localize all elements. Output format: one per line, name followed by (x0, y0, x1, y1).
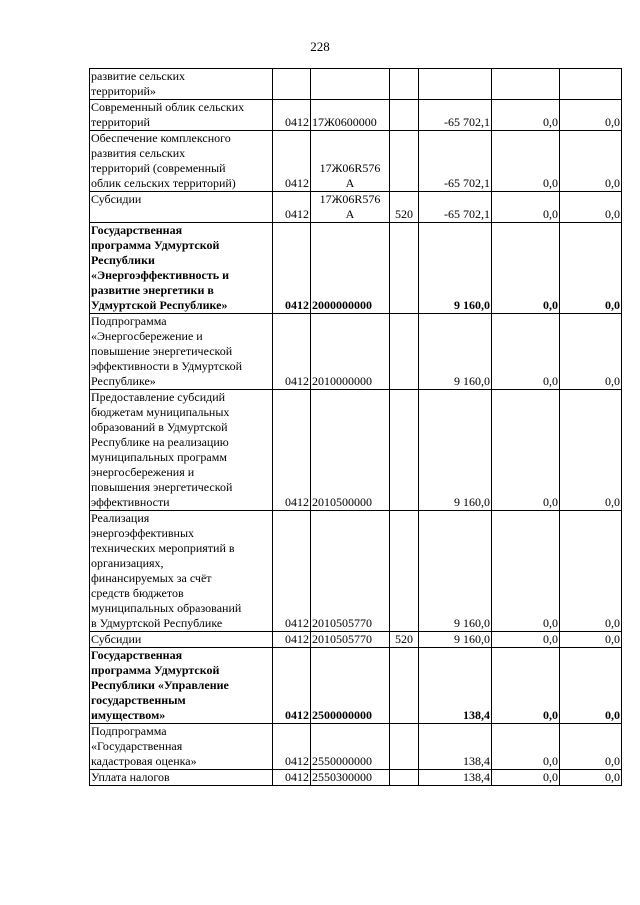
amount-cell-2 (492, 69, 560, 100)
amount-cell-1: 9 160,0 (419, 314, 492, 390)
section-cell: 0412 (273, 648, 311, 724)
amount-cell-2: 0,0 (492, 100, 560, 131)
target-cell: 2000000000 (311, 223, 390, 314)
amount-cell-2: 0,0 (492, 223, 560, 314)
section-cell: 0412 (273, 390, 311, 511)
amount-cell-2: 0,0 (492, 648, 560, 724)
amount-cell-1: 9 160,0 (419, 632, 492, 648)
item-name-cell: Обеспечение комплексного развития сельских территорий (современный облик сельских территорий) (90, 131, 273, 192)
item-name-cell: развитие сельских территорий» (90, 69, 273, 100)
budget-table (89, 68, 622, 786)
amount-cell-2: 0,0 (492, 192, 560, 223)
target-cell: 17Ж06R576 А (311, 131, 390, 192)
expense-cell (390, 648, 419, 724)
amount-cell-3: 0,0 (560, 770, 622, 786)
item-name-cell: Субсидии (90, 632, 273, 648)
amount-cell-3: 0,0 (560, 131, 622, 192)
item-name-cell: Уплата налогов (90, 770, 273, 786)
amount-cell-3 (560, 69, 622, 100)
table-row (90, 511, 622, 632)
amount-cell-2: 0,0 (492, 632, 560, 648)
amount-cell-1: 9 160,0 (419, 223, 492, 314)
section-cell: 0412 (273, 223, 311, 314)
amount-cell-3: 0,0 (560, 314, 622, 390)
table-row (90, 648, 622, 724)
target-cell: 2010500000 (311, 390, 390, 511)
section-cell: 0412 (273, 192, 311, 223)
table-row (90, 69, 622, 100)
table-row (90, 632, 622, 648)
table-row (90, 314, 622, 390)
target-cell: 17Ж0600000 (311, 100, 390, 131)
section-cell: 0412 (273, 770, 311, 786)
expense-cell: 520 (390, 192, 419, 223)
amount-cell-2: 0,0 (492, 724, 560, 770)
page-number: 228 (310, 39, 330, 54)
amount-cell-2: 0,0 (492, 131, 560, 192)
amount-cell-2: 0,0 (492, 770, 560, 786)
section-cell: 0412 (273, 314, 311, 390)
item-name-cell: Современный облик сельских территорий (90, 100, 273, 131)
table-row (90, 131, 622, 192)
amount-cell-3: 0,0 (560, 648, 622, 724)
item-name-cell: Субсидии (90, 192, 273, 223)
table-row (90, 390, 622, 511)
section-cell: 0412 (273, 511, 311, 632)
target-cell: 2550300000 (311, 770, 390, 786)
target-cell: 2010000000 (311, 314, 390, 390)
item-name-cell: Реализация энергоэффективных технических мероприятий в организациях, финансируемых за счёт средств бюджетов муниципальных образований в Удмуртской Республике (90, 511, 273, 632)
amount-cell-3: 0,0 (560, 511, 622, 632)
item-name-cell: Предоставление субсидий бюджетам муниципальных образований в Удмуртской Республике на реализацию муниципальных программ энергосбережения и повышения энергетической эффективности (90, 390, 273, 511)
table-row (90, 223, 622, 314)
amount-cell-2: 0,0 (492, 314, 560, 390)
expense-cell (390, 390, 419, 511)
amount-cell-1: -65 702,1 (419, 192, 492, 223)
table-row (90, 100, 622, 131)
target-cell: 2500000000 (311, 648, 390, 724)
amount-cell-3: 0,0 (560, 724, 622, 770)
expense-cell (390, 223, 419, 314)
amount-cell-3: 0,0 (560, 100, 622, 131)
item-name-cell: Государственная программа Удмуртской Республики «Энергоэффективность и развитие энергетики в Удмуртской Республике» (90, 223, 273, 314)
amount-cell-3: 0,0 (560, 390, 622, 511)
table-row (90, 724, 622, 770)
amount-cell-1: 9 160,0 (419, 511, 492, 632)
amount-cell-1 (419, 69, 492, 100)
expense-cell (390, 131, 419, 192)
expense-cell (390, 770, 419, 786)
item-name-cell: Подпрограмма «Энергосбережение и повышение энергетической эффективности в Удмуртской Республике» (90, 314, 273, 390)
target-cell: 2550000000 (311, 724, 390, 770)
amount-cell-3: 0,0 (560, 192, 622, 223)
table-row (90, 770, 622, 786)
section-cell: 0412 (273, 100, 311, 131)
target-cell (311, 69, 390, 100)
section-cell: 0412 (273, 724, 311, 770)
expense-cell (390, 724, 419, 770)
amount-cell-3: 0,0 (560, 632, 622, 648)
expense-cell (390, 100, 419, 131)
target-cell: 2010505770 (311, 511, 390, 632)
amount-cell-1: 138,4 (419, 770, 492, 786)
amount-cell-3: 0,0 (560, 223, 622, 314)
amount-cell-1: -65 702,1 (419, 100, 492, 131)
section-cell (273, 69, 311, 100)
table-row (90, 192, 622, 223)
expense-cell (390, 69, 419, 100)
expense-cell (390, 314, 419, 390)
amount-cell-1: -65 702,1 (419, 131, 492, 192)
item-name-cell: Подпрограмма «Государственная кадастровая оценка» (90, 724, 273, 770)
section-cell: 0412 (273, 131, 311, 192)
amount-cell-2: 0,0 (492, 390, 560, 511)
amount-cell-1: 138,4 (419, 648, 492, 724)
target-cell: 2010505770 (311, 632, 390, 648)
amount-cell-2: 0,0 (492, 511, 560, 632)
amount-cell-1: 9 160,0 (419, 390, 492, 511)
expense-cell (390, 511, 419, 632)
expense-cell: 520 (390, 632, 419, 648)
target-cell: 17Ж06R576 А (311, 192, 390, 223)
section-cell: 0412 (273, 632, 311, 648)
item-name-cell: Государственная программа Удмуртской Республики «Управление государственным имуществом» (90, 648, 273, 724)
amount-cell-1: 138,4 (419, 724, 492, 770)
